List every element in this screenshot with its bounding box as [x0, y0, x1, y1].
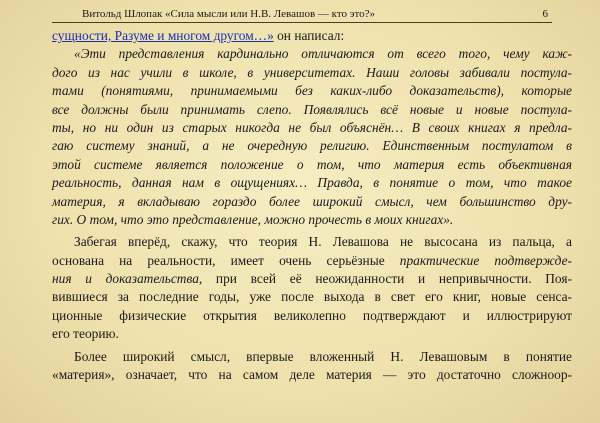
quote-line: ты, но ни один из старых никогда не был объяснён… В своих книгах я предла-: [52, 119, 572, 135]
para-line: Более широкий смысл, впервые вложенный Н. Левашовым в понятие: [74, 348, 572, 364]
para-emphasis: практические подтвержде-: [399, 252, 572, 268]
para-line: Забегая вперёд, скажу, что теория Н. Левашова не высосана из пальца, а: [74, 234, 572, 250]
para-line: [52, 270, 572, 288]
para-line: его теорию.: [52, 326, 119, 342]
intro-text: он написал:: [273, 28, 345, 43]
quote-line: «Эти представления кардинально отличаются от всего того, чему каж-: [74, 46, 572, 62]
paragraph-3: [52, 348, 572, 385]
para-line: вившиеся за последние годы, уже после выхода в свет его книг, новые сенса-: [52, 289, 572, 305]
intro-line: [52, 27, 572, 45]
page-number: 6: [542, 8, 548, 20]
quote-line: гих. О том, что это представление, можно прочесть в моих книгах».: [52, 211, 454, 227]
quote-line: этой системе является положение о том, что материя есть объективная: [52, 156, 572, 172]
source-link[interactable]: сущности, Разуме и многом другом…»: [52, 28, 274, 43]
para-emphasis: ния и доказательства: [52, 271, 199, 287]
page-header: [52, 6, 552, 23]
quote-line: гаю систему знаний, а не очередную религию. Единственным постулатом в: [52, 138, 572, 154]
para-line: ционные физические открытия великолепно подтверждают и иллюстрируют: [52, 307, 572, 323]
para-text: , при всей её неожиданности и непривычности. Поя-: [198, 271, 572, 287]
quote-line: тами (понятиями, принимаемыми без каких-либо доказательств), которые: [52, 83, 572, 99]
para-line: [52, 252, 572, 270]
quote-block: [52, 45, 572, 229]
quote-line: материя, я вкладываю гораздо более широкий смысл, чем большинство дру-: [52, 193, 572, 209]
paragraph-2: [52, 233, 572, 343]
document-body: [52, 27, 572, 384]
para-line: «материя», означает, что на самом деле материя — это достаточно сложноор-: [52, 367, 572, 383]
quote-line: реальность, данная нам в ощущениях… Правда, в понятие о том, что такое: [52, 175, 572, 191]
header-title: Витольд Шлопак «Сила мысли или Н.В. Левашов — кто это?»: [82, 8, 376, 20]
quote-line: все должны были принимать слепо. Появлялись всё новые и новые постула-: [52, 101, 572, 117]
para-text: основана на реальности, имеет очень серьёзные: [52, 252, 400, 268]
quote-line: дого из нас учили в школе, в университетах. Наши головы забивали постула-: [52, 64, 572, 80]
